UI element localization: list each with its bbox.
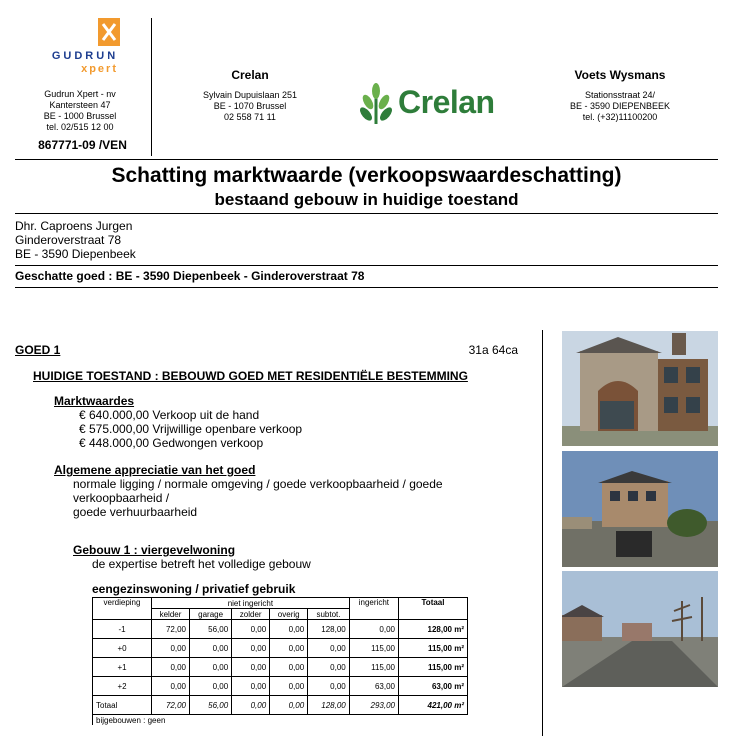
total-garage: 56,00 bbox=[190, 696, 232, 715]
logo-line2: xpert bbox=[81, 63, 118, 75]
total-subtotal: 128,00 bbox=[308, 696, 350, 715]
cell-attic: 0,00 bbox=[232, 620, 270, 639]
company-tel: tel. 02/515 12 00 bbox=[46, 122, 114, 132]
bank-street: Sylvain Dupuislaan 251 bbox=[202, 90, 298, 100]
totals-row bbox=[93, 696, 468, 715]
client-street: Ginderoverstraat 78 bbox=[15, 233, 122, 247]
area-table bbox=[92, 597, 468, 725]
table-row bbox=[93, 658, 468, 677]
annex-note: bijgebouwen : geen bbox=[93, 715, 468, 726]
building-usage: eengezinswoning / privatief gebruik bbox=[92, 582, 296, 596]
row-level: +0 bbox=[93, 639, 152, 658]
building-note: de expertise betreft het volledige gebouw bbox=[92, 557, 311, 571]
subheader-garage: garage bbox=[190, 609, 232, 620]
reference-number: 867771-09 /VEN bbox=[38, 138, 127, 152]
gudrun-logo bbox=[98, 18, 120, 46]
client-name: Dhr. Caproens Jurgen bbox=[15, 219, 133, 233]
cell-other: 0,00 bbox=[270, 677, 308, 696]
page-subtitle: bestaand gebouw in huidige toestand bbox=[214, 190, 519, 209]
cell-basement: 0,00 bbox=[152, 677, 190, 696]
bank-city: BE - 1070 Brussel bbox=[213, 101, 287, 111]
cell-total: 63,00 m² bbox=[399, 677, 468, 696]
cell-basement: 0,00 bbox=[152, 658, 190, 677]
table-row bbox=[93, 677, 468, 696]
goed-title: GOED 1 bbox=[15, 343, 61, 357]
crelan-leaf-icon bbox=[358, 82, 394, 126]
street-view-photo bbox=[562, 571, 718, 687]
bank-tel: 02 558 71 11 bbox=[224, 112, 276, 122]
cell-furnished: 0,00 bbox=[349, 620, 398, 639]
x-logo-icon bbox=[98, 18, 120, 46]
building-title: Gebouw 1 : viergevelwoning bbox=[73, 543, 236, 557]
title-bottom-rule bbox=[15, 213, 718, 214]
value-private-sale: € 640.000,00 Verkoop uit de hand bbox=[79, 408, 260, 422]
client-city: BE - 3590 Diepenbeek bbox=[15, 247, 136, 261]
house-side-photo bbox=[562, 451, 718, 567]
cell-total: 115,00 m² bbox=[399, 658, 468, 677]
cell-furnished: 115,00 bbox=[349, 639, 398, 658]
cell-other: 0,00 bbox=[270, 620, 308, 639]
cell-garage: 0,00 bbox=[190, 658, 232, 677]
total-basement: 72,00 bbox=[152, 696, 190, 715]
estimated-bottom-rule bbox=[15, 287, 718, 288]
logo-line1: GUDRUN bbox=[51, 50, 119, 62]
cell-garage: 0,00 bbox=[190, 677, 232, 696]
page-title: Schatting marktwaarde (verkoopswaardeschatting) bbox=[111, 164, 622, 187]
market-values-title: Marktwaardes bbox=[54, 394, 135, 408]
agent-tel: tel. (+32)11100200 bbox=[582, 112, 658, 122]
table-row bbox=[93, 639, 468, 658]
cell-attic: 0,00 bbox=[232, 639, 270, 658]
header-divider bbox=[151, 18, 152, 156]
estimated-property: Geschatte goed : BE - 3590 Diepenbeek - Ginderoverstraat 78 bbox=[15, 269, 365, 283]
crelan-logo-text: Crelan bbox=[398, 84, 495, 120]
cell-attic: 0,00 bbox=[232, 658, 270, 677]
cell-furnished: 63,00 bbox=[349, 677, 398, 696]
cell-total: 128,00 m² bbox=[399, 620, 468, 639]
subheader-subtotal: subtot. bbox=[308, 609, 350, 620]
appreciation-line1: normale ligging / normale omgeving / goede verkoopbaarheid / goede verkoopbaarheid / bbox=[73, 477, 443, 505]
cell-furnished: 115,00 bbox=[349, 658, 398, 677]
table-row bbox=[93, 620, 468, 639]
cell-other: 0,00 bbox=[270, 658, 308, 677]
bank-title: Crelan bbox=[231, 68, 269, 82]
agent-city: BE - 3590 DIEPENBEEK bbox=[569, 101, 671, 111]
header-level: verdieping bbox=[93, 598, 152, 620]
cell-basement: 72,00 bbox=[152, 620, 190, 639]
appreciation-title: Algemene appreciatie van het goed bbox=[54, 463, 256, 477]
company-street: Kantersteen 47 bbox=[49, 100, 111, 110]
house-front-photo bbox=[562, 331, 718, 446]
photo-column-divider bbox=[542, 330, 543, 736]
value-forced-sale: € 448.000,00 Gedwongen verkoop bbox=[79, 436, 264, 450]
agent-title: Voets Wysmans bbox=[574, 68, 666, 82]
subheader-attic: zolder bbox=[232, 609, 270, 620]
cell-subtotal: 128,00 bbox=[308, 620, 350, 639]
header-total: Totaal bbox=[399, 598, 468, 620]
cell-subtotal: 0,00 bbox=[308, 639, 350, 658]
row-level: +1 bbox=[93, 658, 152, 677]
cell-garage: 0,00 bbox=[190, 639, 232, 658]
estimated-top-rule bbox=[15, 265, 718, 266]
subheader-basement: kelder bbox=[152, 609, 190, 620]
kadaster-area: 31a 64ca bbox=[468, 343, 518, 357]
grand-total: 421,00 m² bbox=[399, 696, 468, 715]
cell-attic: 0,00 bbox=[232, 677, 270, 696]
cell-total: 115,00 m² bbox=[399, 639, 468, 658]
total-other: 0,00 bbox=[270, 696, 308, 715]
subheader-other: overig bbox=[270, 609, 308, 620]
cell-subtotal: 0,00 bbox=[308, 658, 350, 677]
appreciation-line2: goede verhuurbaarheid bbox=[73, 505, 198, 519]
cell-subtotal: 0,00 bbox=[308, 677, 350, 696]
crelan-logo bbox=[358, 82, 518, 126]
header-not-furnished: niet ingericht bbox=[152, 598, 350, 609]
company-name: Gudrun Xpert - nv bbox=[44, 89, 116, 99]
row-level: +2 bbox=[93, 677, 152, 696]
cell-garage: 56,00 bbox=[190, 620, 232, 639]
cell-basement: 0,00 bbox=[152, 639, 190, 658]
totals-label: Totaal bbox=[93, 696, 152, 715]
agent-street: Stationsstraat 24/ bbox=[584, 90, 656, 100]
total-attic: 0,00 bbox=[232, 696, 270, 715]
row-level: -1 bbox=[93, 620, 152, 639]
value-public-sale: € 575.000,00 Vrijwillige openbare verkoop bbox=[79, 422, 303, 436]
current-state: HUIDIGE TOESTAND : BEBOUWD GOED MET RESIDENTIËLE BESTEMMING bbox=[33, 369, 468, 383]
header-furnished: ingericht bbox=[349, 598, 398, 620]
title-top-rule bbox=[15, 159, 718, 160]
cell-other: 0,00 bbox=[270, 639, 308, 658]
company-city: BE - 1000 Brussel bbox=[43, 111, 117, 121]
total-furnished: 293,00 bbox=[349, 696, 398, 715]
